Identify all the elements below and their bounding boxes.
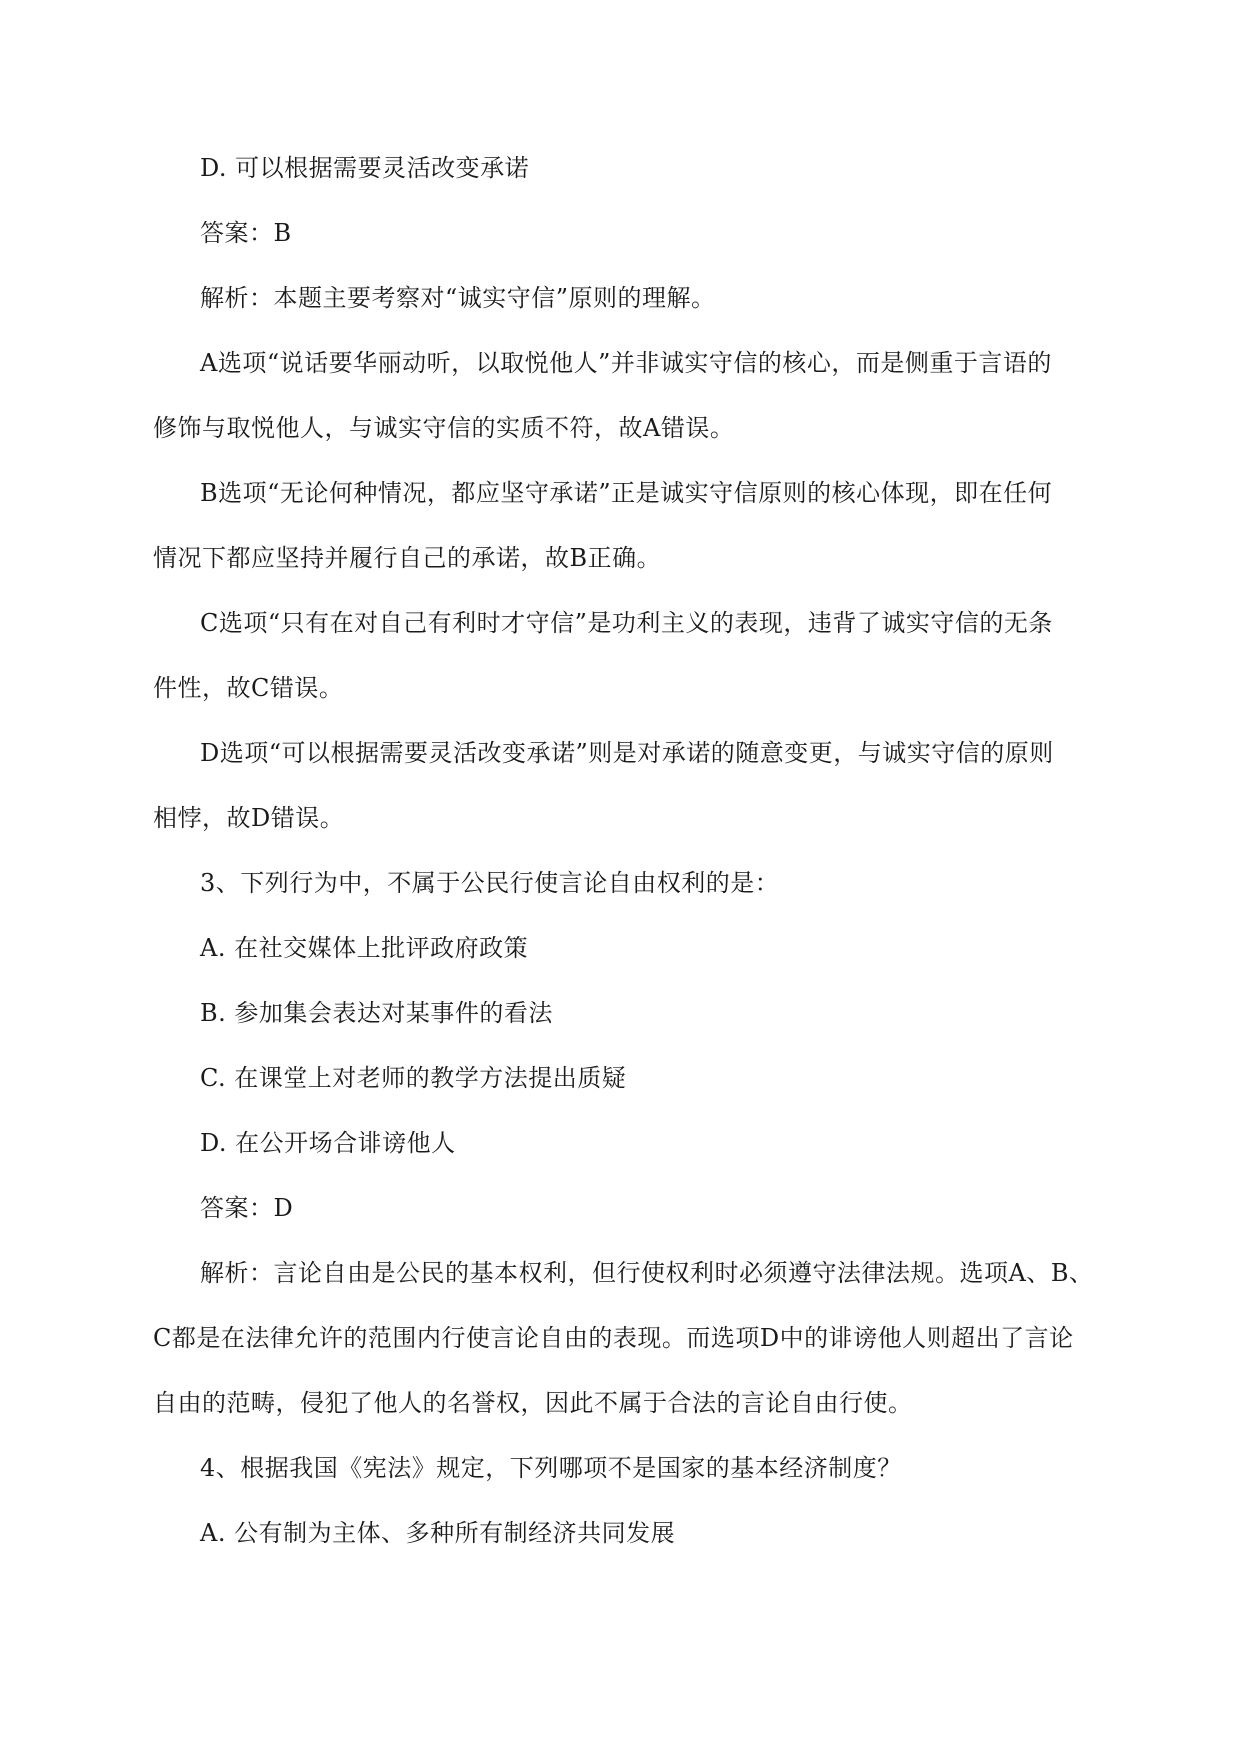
q2-analysis-c-line1: C选项“只有在对自己有利时才守信”是功利主义的表现，违背了诚实守信的无条 xyxy=(200,609,1053,637)
q2-analysis-c-line2: 件性，故C错误。 xyxy=(153,674,344,702)
q3-analysis-line3: 自由的范畴，侵犯了他人的名誉权，因此不属于合法的言论自由行使。 xyxy=(153,1389,913,1417)
q4-option-a: A. 公有制为主体、多种所有制经济共同发展 xyxy=(200,1519,676,1547)
q2-analysis-d-line1: D选项“可以根据需要灵活改变承诺”则是对承诺的随意变更，与诚实守信的原则 xyxy=(200,739,1054,767)
q3-analysis-line1: 解析：言论自由是公民的基本权利，但行使权利时必须遵守法律法规。选项A、B、 xyxy=(200,1259,1094,1287)
q3-option-b: B. 参加集会表达对某事件的看法 xyxy=(200,999,553,1027)
q3-option-a: A. 在社交媒体上批评政府政策 xyxy=(200,934,529,962)
q2-analysis-b-line2: 情况下都应坚持并履行自己的承诺，故B正确。 xyxy=(153,544,662,572)
q3-option-c: C. 在课堂上对老师的教学方法提出质疑 xyxy=(200,1064,627,1092)
q3-option-d: D. 在公开场合诽谤他人 xyxy=(200,1129,456,1157)
q3-answer: 答案：D xyxy=(200,1194,294,1222)
q2-analysis-a-line2: 修饰与取悦他人，与诚实守信的实质不符，故A错误。 xyxy=(153,414,735,442)
q2-option-d: D. 可以根据需要灵活改变承诺 xyxy=(200,154,530,182)
q2-analysis-intro: 解析：本题主要考察对“诚实守信”原则的理解。 xyxy=(200,284,716,312)
q3-question: 3、下列行为中，不属于公民行使言论自由权利的是： xyxy=(200,869,780,897)
q2-analysis-d-line2: 相悖，故D错误。 xyxy=(153,804,345,832)
q4-question: 4、根据我国《宪法》规定，下列哪项不是国家的基本经济制度？ xyxy=(200,1454,902,1482)
q2-analysis-a-line1: A选项“说话要华丽动听，以取悦他人”并非诚实守信的核心，而是侧重于言语的 xyxy=(200,349,1052,377)
q3-analysis-line2: C都是在法律允许的范围内行使言论自由的表现。而选项D中的诽谤他人则超出了言论 xyxy=(153,1324,1074,1352)
q2-analysis-b-line1: B选项“无论何种情况，都应坚守承诺”正是诚实守信原则的核心体现，即在任何 xyxy=(200,479,1053,507)
q2-answer: 答案：B xyxy=(200,219,292,247)
